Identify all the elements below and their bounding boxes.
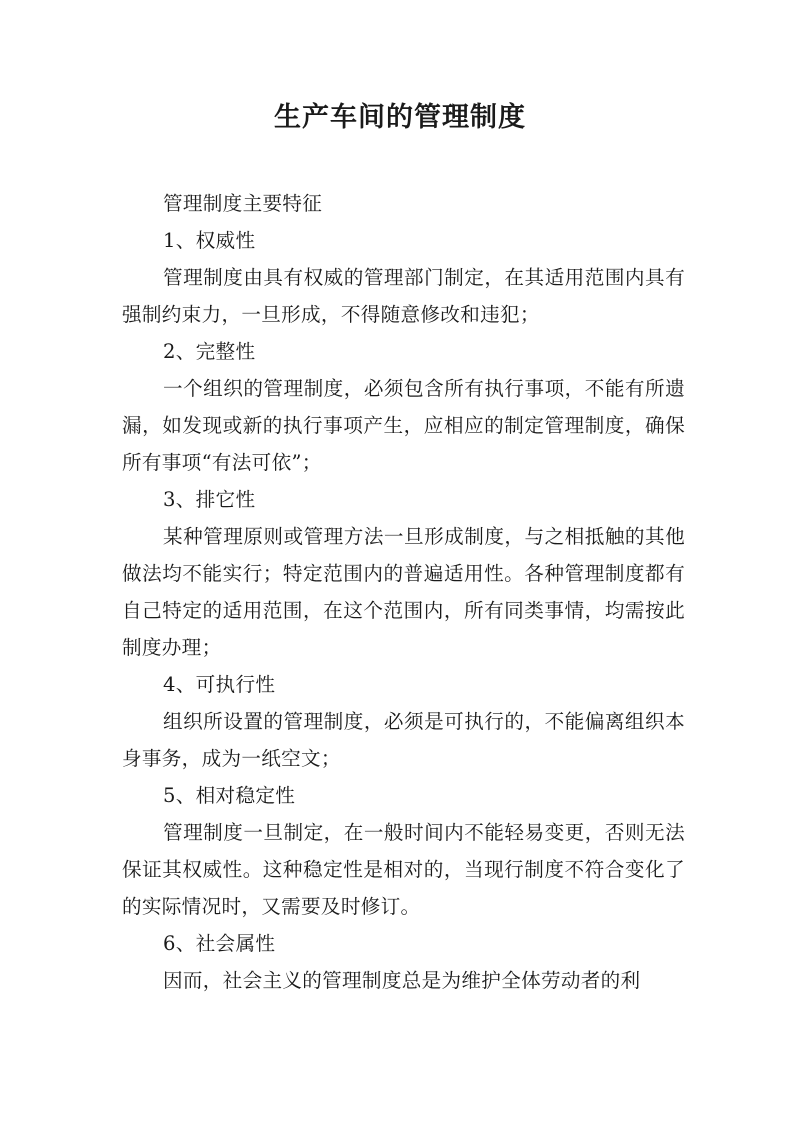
paragraph-stability: 管理制度一旦制定，在一般时间内不能轻易变更，否则无法保证其权威性。这种稳定性是相对的，当现行制度不符合变化了的实际情况时，又需要及时修订。 bbox=[122, 821, 685, 918]
paragraph-executability: 组织所设置的管理制度，必须是可执行的，不能偏离组织本身事务，成为一纸空文； bbox=[122, 710, 685, 770]
paragraph-heading-social: 6、社会属性 bbox=[163, 932, 276, 955]
paragraph-social: 因而，社会主义的管理制度总是为维护全体劳动者的利 bbox=[163, 969, 641, 992]
paragraph-heading-stability: 5、相对稳定性 bbox=[163, 784, 296, 807]
document-body bbox=[122, 185, 685, 999]
paragraph-exclusivity: 某种管理原则或管理方法一旦形成制度，与之相抵触的其他做法均不能实行；特定范围内的普遍适用性。各种管理制度都有自己特定的适用范围，在这个范围内，所有同类事情，均需按此制度办理； bbox=[122, 525, 685, 659]
paragraph-heading-authority: 1、权威性 bbox=[163, 229, 256, 252]
paragraph-heading-exclusivity: 3、排它性 bbox=[163, 488, 256, 511]
document-title: 生产车间的管理制度 bbox=[274, 102, 526, 133]
paragraph-heading-features: 管理制度主要特征 bbox=[163, 192, 323, 215]
paragraph-heading-executability: 4、可执行性 bbox=[163, 673, 276, 696]
paragraph-heading-completeness: 2、完整性 bbox=[163, 340, 256, 363]
paragraph-completeness: 一个组织的管理制度，必须包含所有执行事项，不能有所遗漏，如发现或新的执行事项产生，应相应的制定管理制度，确保所有事项“有法可依”； bbox=[122, 377, 685, 474]
paragraph-authority: 管理制度由具有权威的管理部门制定，在其适用范围内具有强制约束力，一旦形成，不得随意修改和违犯； bbox=[122, 266, 685, 326]
